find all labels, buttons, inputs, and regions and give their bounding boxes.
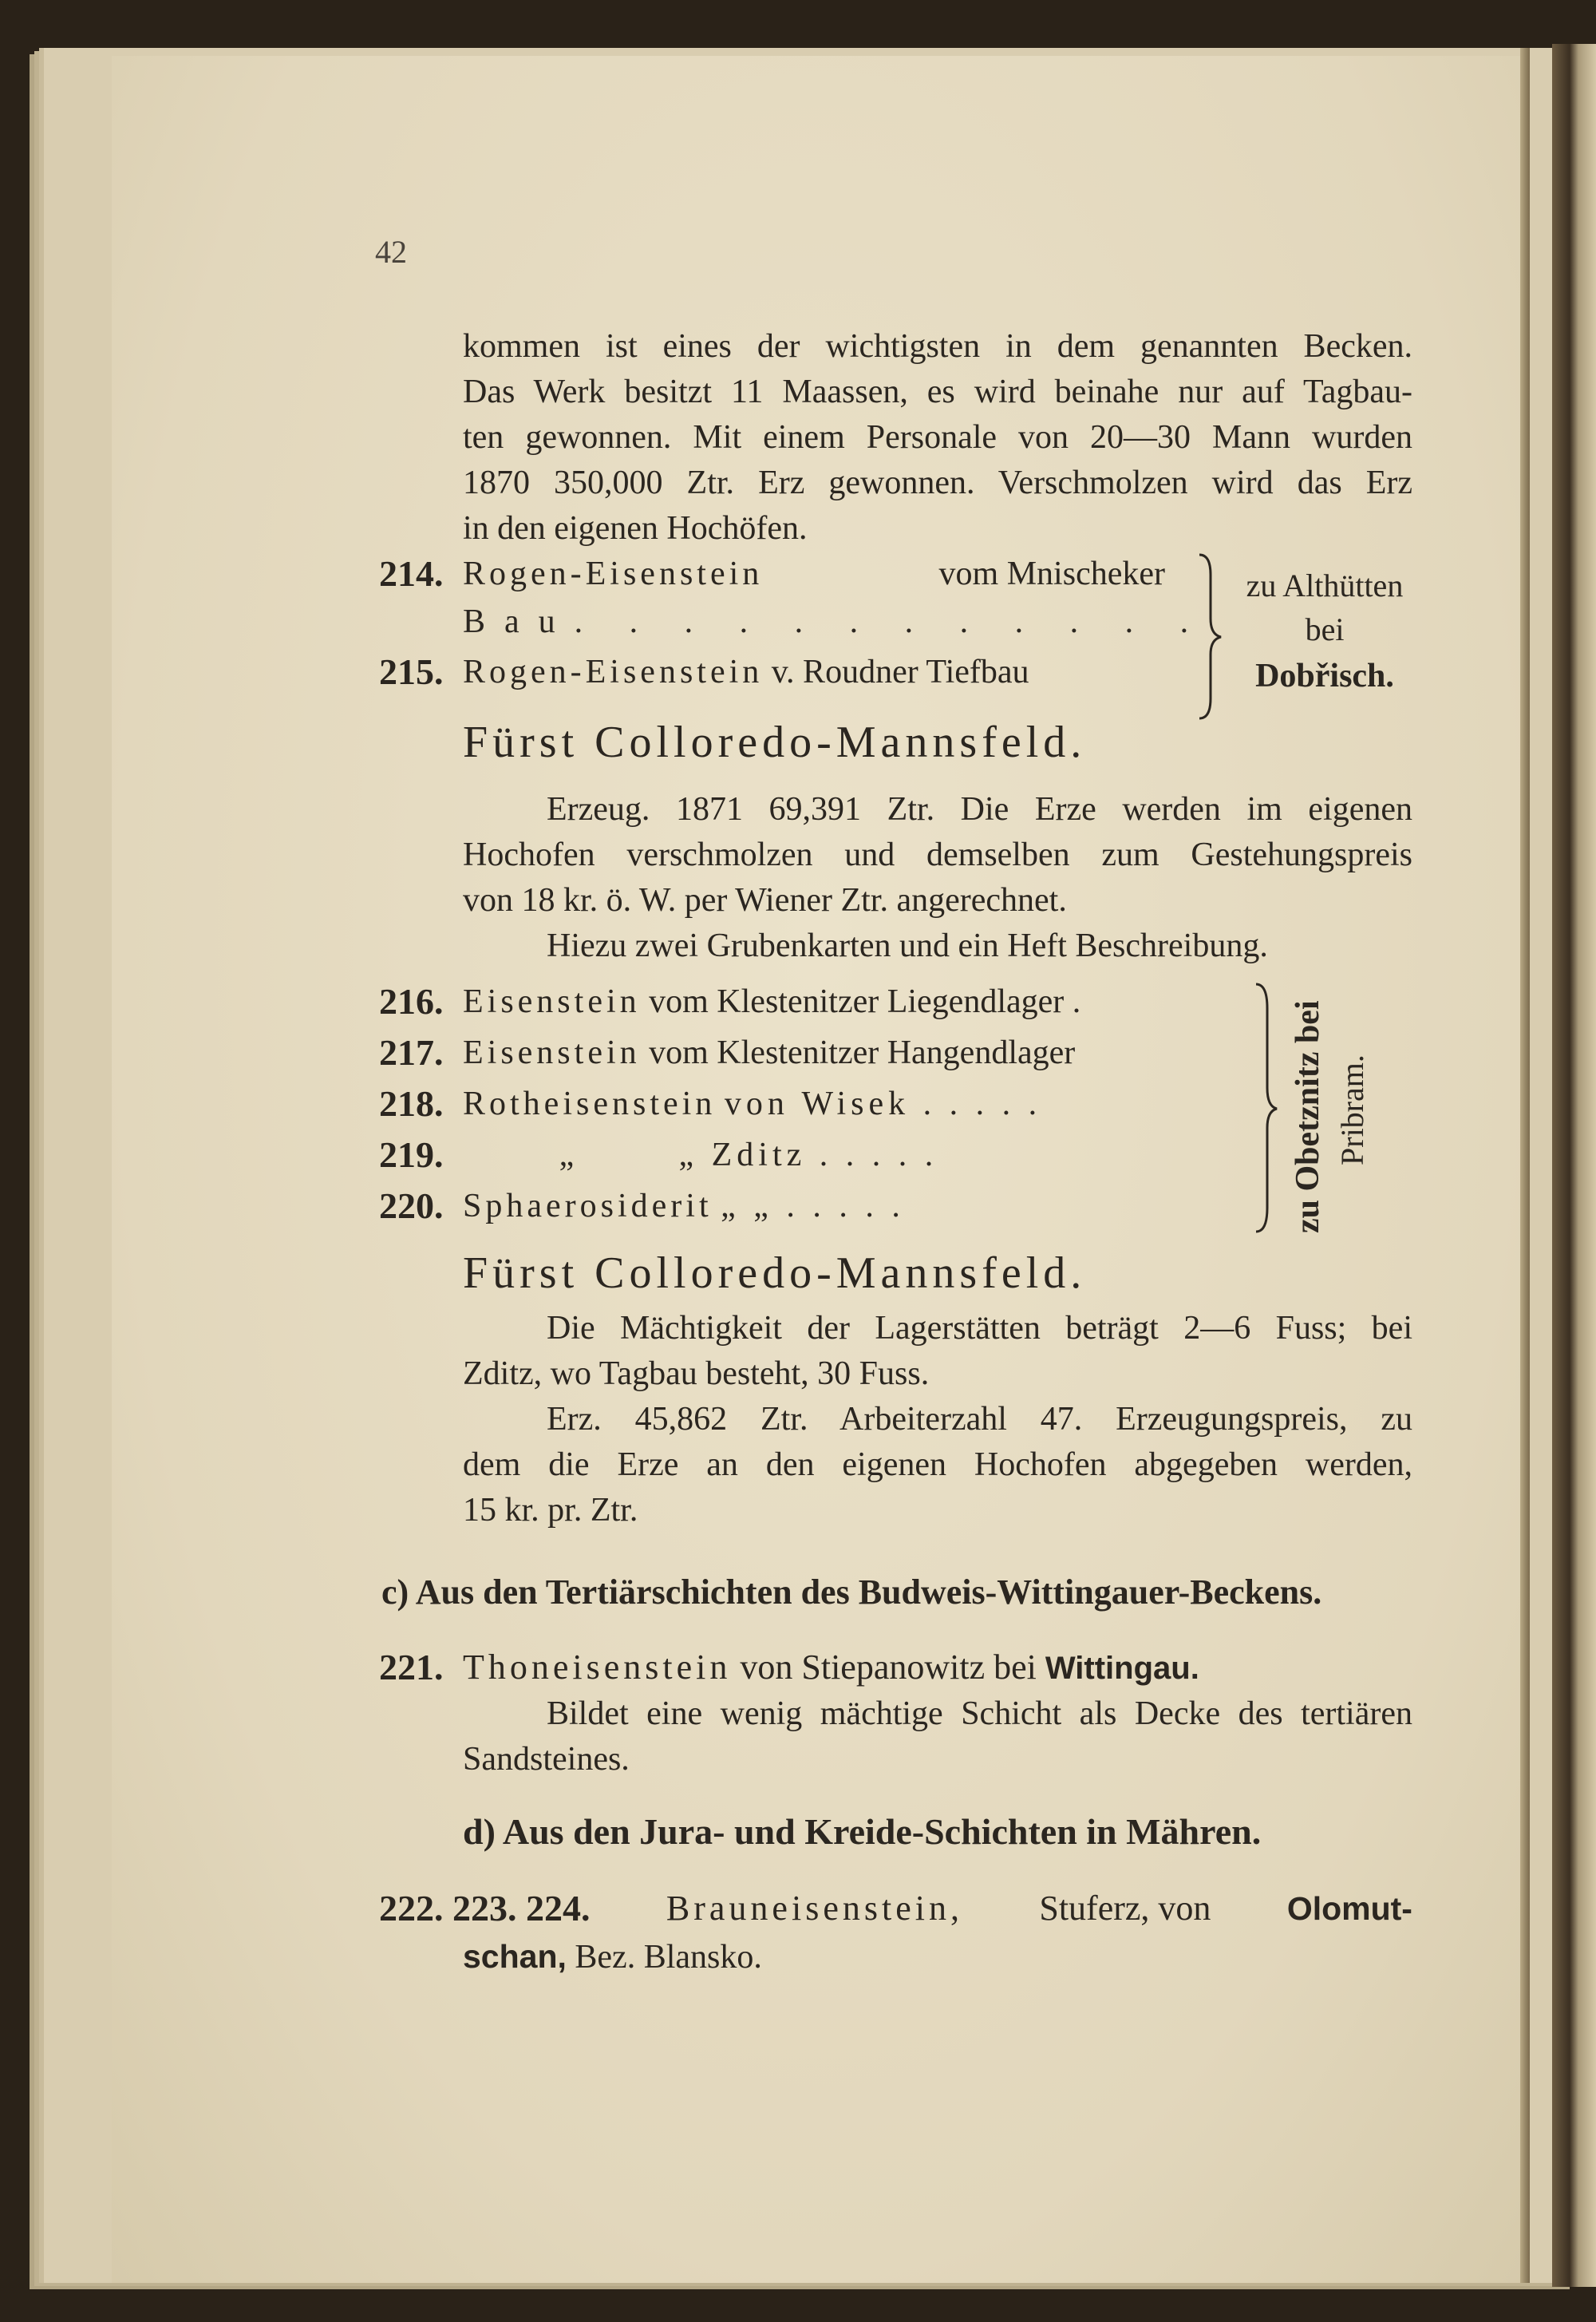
- next-page-edge: [1552, 44, 1596, 2287]
- para2-line: von 18 kr. ö. W. per Wiener Ztr. angerechnet.: [463, 882, 1067, 919]
- item-rest: vom Klestenitzer Hangendlager: [649, 1034, 1076, 1071]
- brace-group-1: [1193, 551, 1225, 722]
- item-title: Eisenstein: [463, 983, 641, 1020]
- item-place: schan,: [463, 1938, 567, 1975]
- item-215: [463, 649, 1165, 695]
- item-title: Brauneisenstein,: [666, 1889, 963, 1928]
- page-gutter: [1520, 48, 1530, 2283]
- item-number: 221.: [379, 1647, 444, 1687]
- item-title: Eisenstein: [463, 1034, 641, 1071]
- para3-line: 15 kr. pr. Ztr.: [463, 1492, 638, 1529]
- item-number: 218.: [379, 1083, 444, 1124]
- item-number: 214.: [379, 553, 444, 594]
- owner-heading: Fürst Colloredo-Mannsfeld.: [463, 718, 1087, 767]
- location-2: zu Obetznitz bei: [1290, 1000, 1326, 1233]
- item-number: 217.: [379, 1032, 444, 1073]
- item-214-cont: [463, 599, 1208, 645]
- para4-line: Bildet eine wenig mächtige Schicht als Decke des tertiären: [547, 1695, 1412, 1732]
- item-rest: von Stiepanowitz bei: [740, 1648, 1037, 1687]
- para4-line: Sandsteines.: [463, 1741, 630, 1778]
- item-place: Olomut-: [1286, 1890, 1412, 1927]
- brace-group-2: [1251, 980, 1283, 1236]
- item-place: Wittingau.: [1045, 1651, 1199, 1686]
- item-cont: Bau. . . . . . . . . . . .: [463, 603, 1208, 640]
- para2-line: Hiezu zwei Grubenkarten und ein Heft Beschreibung.: [547, 928, 1268, 964]
- page-number: 42: [375, 234, 407, 270]
- item-rest: vom Mnischeker: [938, 556, 1165, 592]
- location-1c: Dobřisch.: [1255, 658, 1394, 694]
- item-numbers: 222. 223. 224.: [379, 1888, 591, 1928]
- item-rest: Stuferz, von: [1039, 1889, 1211, 1928]
- para1-line: 1870 350,000 Ztr. Erz gewonnen. Verschmolzen wird das Erz: [463, 465, 1412, 501]
- location-2b: Pribram.: [1334, 1054, 1370, 1165]
- item-rest: von Wisek . . . . .: [724, 1086, 1042, 1122]
- item-217: [463, 1030, 1245, 1076]
- para2-line: Hochofen verschmolzen und demselben zum Gestehungspreis: [463, 837, 1412, 873]
- item-number: 216.: [379, 981, 444, 1022]
- item-222-cont: [463, 1933, 1412, 1980]
- item-rest: v. Roudner Tiefbau: [771, 654, 1029, 690]
- item-title: Thoneisenstein: [463, 1648, 732, 1687]
- item-218: [463, 1081, 1245, 1127]
- item-rest: „ „ . . . . .: [721, 1188, 905, 1224]
- item-219: [463, 1132, 1245, 1178]
- section-d-heading: d) Aus den Jura- und Kreide-Schichten in Mähren.: [463, 1811, 1262, 1852]
- item-number: 219.: [379, 1134, 444, 1175]
- item-number: 215.: [379, 651, 444, 692]
- item-220: [463, 1183, 1245, 1229]
- para3-line: dem die Erze an den eigenen Hochofen abgegeben werden,: [463, 1446, 1412, 1483]
- para3-line: Die Mächtigkeit der Lagerstätten beträgt 2—6 Fuss; bei: [547, 1310, 1412, 1347]
- owner-heading: Fürst Colloredo-Mannsfeld.: [463, 1248, 1087, 1298]
- item-number: 220.: [379, 1185, 444, 1226]
- item-rest: Bez. Blansko.: [575, 1939, 762, 1976]
- item-title: Rogen-Eisenstein: [463, 654, 764, 690]
- item-title: Rogen-Eisenstein: [463, 556, 764, 592]
- para1-line: in den eigenen Hochöfen.: [463, 510, 808, 547]
- item-title: Sphaerosiderit: [463, 1188, 713, 1224]
- item-rest: vom Klestenitzer Liegendlager .: [649, 983, 1081, 1020]
- section-c-heading: c) Aus den Tertiärschichten des Budweis-Wittingauer-Beckens.: [381, 1572, 1322, 1612]
- para3-line: Erz. 45,862 Ztr. Arbeiterzahl 47. Erzeugungspreis, zu: [547, 1401, 1412, 1438]
- para1-line: ten gewonnen. Mit einem Personale von 20—30 Mann wurden: [463, 419, 1412, 456]
- location-1: zu Althütten: [1246, 568, 1404, 603]
- item-title: Rotheisenstein: [463, 1086, 717, 1122]
- ditto-mark: „: [559, 1137, 575, 1173]
- para2-line: Erzeug. 1871 69,391 Ztr. Die Erze werden im eigenen: [547, 791, 1412, 828]
- item-216: [463, 979, 1245, 1025]
- para1-line: Das Werk besitzt 11 Maassen, es wird beinahe nur auf Tagbau-: [463, 374, 1412, 410]
- para3-line: Zditz, wo Tagbau besteht, 30 Fuss.: [463, 1355, 930, 1392]
- item-rest: „ Zditz . . . . .: [678, 1137, 938, 1173]
- para1-line: kommen ist eines der wichtigsten in dem genannten Becken.: [463, 328, 1412, 365]
- item-222-224: [379, 1885, 1412, 1932]
- item-214: [463, 551, 1165, 597]
- location-1b: bei: [1305, 611, 1345, 647]
- item-221: [463, 1644, 1412, 1691]
